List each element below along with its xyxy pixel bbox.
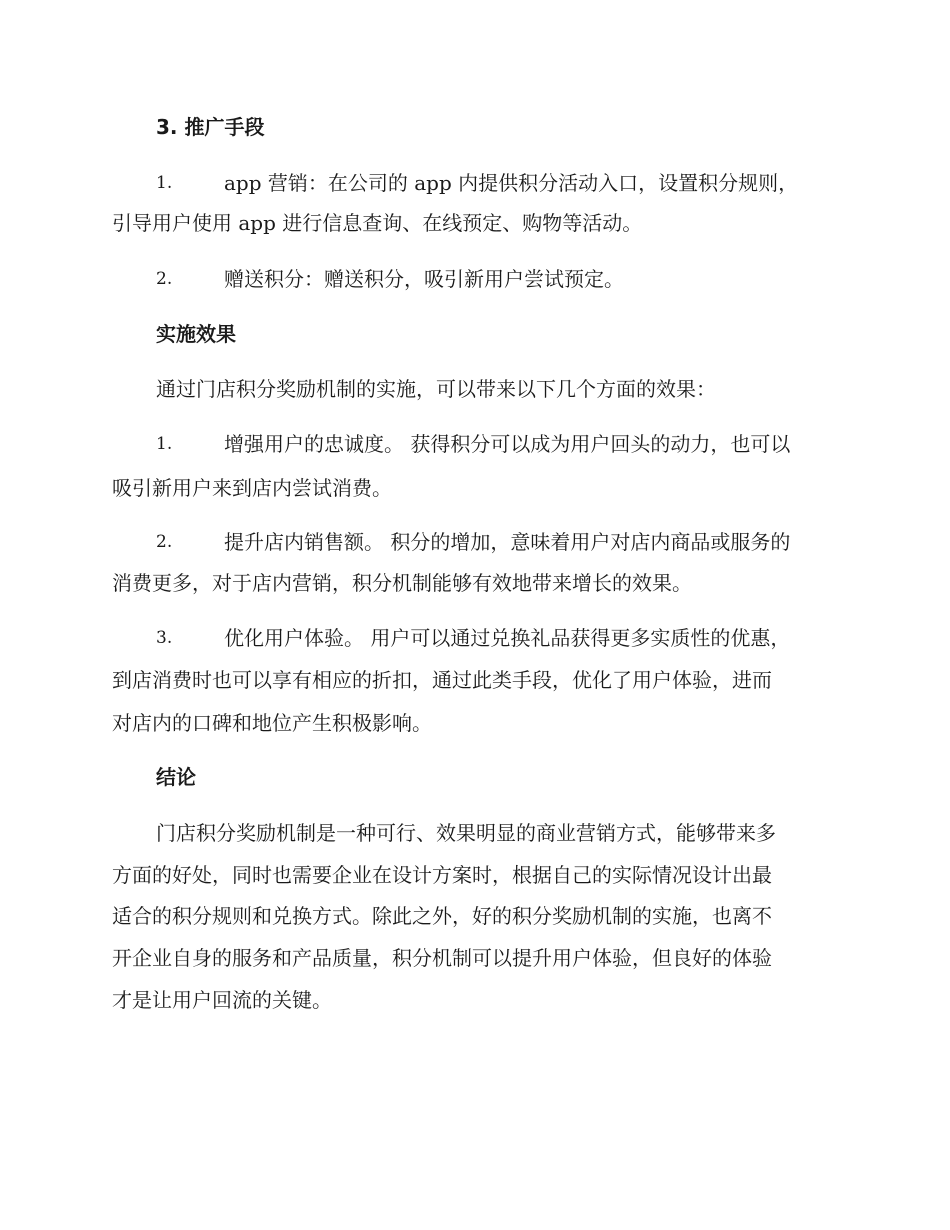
conclusion-paragraph-line: 才是让用户回流的关键。 xyxy=(112,988,332,1012)
list-item-text: 赠送积分：赠送积分，吸引新用户尝试预定。 xyxy=(224,267,624,291)
conclusion-paragraph-line: 适合的积分规则和兑换方式。除此之外，好的积分奖励机制的实施，也离不 xyxy=(112,904,772,928)
list-item-text: app 营销：在公司的 app 内提供积分活动入口，设置积分规则， xyxy=(224,171,799,195)
list-item-number: 1. xyxy=(156,173,173,193)
list-item-text: 优化用户体验。 用户可以通过兑换礼品获得更多实质性的优惠， xyxy=(224,626,791,650)
conclusion-paragraph-line: 方面的好处，同时也需要企业在设计方案时，根据自己的实际情况设计出最 xyxy=(112,863,772,887)
section-intro-paragraph: 通过门店积分奖励机制的实施，可以带来以下几个方面的效果： xyxy=(156,377,716,401)
list-item-text: 提升店内销售额。 积分的增加，意味着用户对店内商品或服务的 xyxy=(224,530,791,554)
section-heading-effect: 实施效果 xyxy=(156,322,236,346)
list-item-text-continuation: 吸引新用户来到店内尝试消费。 xyxy=(112,476,392,500)
conclusion-paragraph-line: 开企业自身的服务和产品质量，积分机制可以提升用户体验，但良好的体验 xyxy=(112,946,772,970)
list-item-text-continuation: 消费更多，对于店内营销，积分机制能够有效地带来增长的效果。 xyxy=(112,571,692,595)
list-item-number: 2. xyxy=(156,269,173,289)
section-heading-conclusion: 结论 xyxy=(156,765,196,789)
list-item-text-continuation: 到店消费时也可以享有相应的折扣，通过此类手段，优化了用户体验，进而 xyxy=(112,668,772,692)
section-heading-promotion: 3. 推广手段 xyxy=(156,115,265,139)
list-item-number: 3. xyxy=(156,628,173,648)
list-item-text-continuation: 引导用户使用 app 进行信息查询、在线预定、购物等活动。 xyxy=(112,211,643,235)
list-item-text-continuation: 对店内的口碑和地位产生积极影响。 xyxy=(112,711,432,735)
list-item-text: 增强用户的忠诚度。 获得积分可以成为用户回头的动力，也可以 xyxy=(224,432,791,456)
list-item-number: 1. xyxy=(156,434,173,454)
list-item-number: 2. xyxy=(156,532,173,552)
conclusion-paragraph-line: 门店积分奖励机制是一种可行、效果明显的商业营销方式，能够带来多 xyxy=(156,821,776,845)
